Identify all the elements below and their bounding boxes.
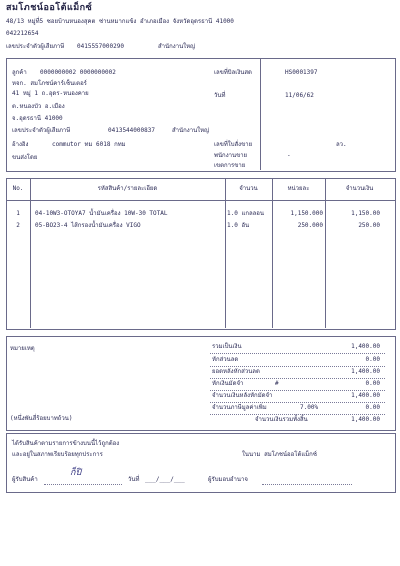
row-1-no: 1 bbox=[16, 210, 20, 217]
row-2-qty: 1.0 อัน bbox=[227, 222, 250, 229]
subtotal-label: รวมเป็นเงิน bbox=[212, 343, 242, 350]
shipping-label: ขนส่งโดย bbox=[12, 154, 38, 161]
row-1-amount: 1,150.00 bbox=[351, 210, 380, 217]
vat-rule bbox=[210, 414, 385, 415]
discount-value: 0.00 bbox=[365, 356, 380, 363]
customer-name: หจก. สมโภชน์คาร์เซ็นเตอร์ bbox=[12, 80, 87, 87]
receiver-label: ผู้รับสินค้า bbox=[12, 476, 38, 483]
customer-address-3: จ.อุดรธานี 41000 bbox=[12, 115, 63, 122]
header-amount: จำนวนเงิน bbox=[345, 185, 374, 192]
discount-rule bbox=[210, 366, 385, 367]
reference-label: อ้างอิง bbox=[12, 141, 29, 148]
authorized-label: ผู้รับมอบอำนาจ bbox=[208, 476, 248, 483]
col-divider bbox=[30, 178, 31, 328]
company-branch: สำนักงานใหญ่ bbox=[158, 43, 196, 50]
deposit-label: หักเงินมัดจำ bbox=[212, 380, 244, 387]
company-tax-label: เลขประจำตัวผู้เสียภาษี bbox=[6, 43, 65, 50]
customer-code-label: ลูกค้า bbox=[12, 69, 27, 76]
col-divider bbox=[325, 178, 326, 328]
after-deposit-value: 1,400.00 bbox=[351, 392, 380, 399]
header-price: หน่วยละ bbox=[287, 185, 310, 192]
company-signature-label: ในนาม สมโภชน์ออโต้แม็กซ์ bbox=[242, 451, 317, 458]
customer-tax-label: เลขประจำตัวผู้เสียภาษี bbox=[12, 127, 71, 134]
deposit-mark: # bbox=[275, 380, 279, 387]
doc-number: HS0001397 bbox=[285, 69, 318, 76]
company-phone: 042212654 bbox=[6, 30, 39, 37]
after-discount-label: ยอดหลังหักส่วนลด bbox=[212, 368, 260, 375]
customer-address-1: 41 หมู่ 1 ถ.อุดร-หนองคาย bbox=[12, 90, 89, 97]
after-discount-rule bbox=[210, 378, 385, 379]
amount-in-words: (หนึ่งพันสี่ร้อยบาทถ้วน) bbox=[10, 415, 73, 422]
vat-rate: 7.00% bbox=[300, 404, 319, 411]
after-discount-value: 1,400.00 bbox=[351, 368, 380, 375]
customer-tax-id: 0413544000837 bbox=[108, 127, 155, 134]
doc-number-label: เลขที่บิลเงินสด bbox=[214, 69, 252, 76]
header-qty: จำนวน bbox=[239, 185, 258, 192]
salesperson-label: พนักงานขาย bbox=[214, 152, 248, 159]
row-2-price: 250.000 bbox=[297, 222, 323, 229]
header-desc: รหัสสินค้า/รายละเอียด bbox=[97, 185, 158, 192]
receiver-date-blank: ___/___/___ bbox=[145, 476, 185, 483]
company-name: สมโภชน์ออโต้แม็กซ์ bbox=[6, 3, 93, 13]
receiver-signature: ก็ปิ bbox=[70, 468, 82, 478]
deposit-rule bbox=[210, 390, 385, 391]
row-2-amount: 250.00 bbox=[358, 222, 380, 229]
subtotal-value: 1,400.00 bbox=[351, 343, 380, 350]
sales-area-label: เขตการขาย bbox=[214, 162, 246, 169]
items-header-divider bbox=[6, 200, 395, 201]
authorized-signature-line bbox=[262, 484, 352, 485]
vat-value: 0.00 bbox=[365, 404, 380, 411]
row-1-qty: 1.0 แกลลอน bbox=[227, 210, 265, 217]
reference-value: commutor ทม 6018 กทม bbox=[52, 141, 126, 148]
grand-total-value: 1,400.00 bbox=[351, 416, 380, 423]
receiver-date-label: วันที่ bbox=[128, 476, 140, 483]
after-deposit-rule bbox=[210, 402, 385, 403]
col-divider bbox=[225, 178, 226, 328]
footer-note-1: ได้รับสินค้าตามรายการข้างบนนี้ไว้ถูกต้อง bbox=[12, 440, 120, 447]
col-divider bbox=[272, 178, 273, 328]
footer-note-2: และอยู่ในสภาพเรียบร้อยทุกประการ bbox=[12, 451, 103, 458]
deposit-value: 0.00 bbox=[365, 380, 380, 387]
row-2-desc: 05-BO23-4 ไส้กรองน้ำมันเครื่อง VIGO bbox=[35, 222, 141, 229]
header-no: No. bbox=[12, 185, 24, 192]
subtotal-rule bbox=[210, 353, 385, 354]
doc-date: 11/06/62 bbox=[285, 92, 314, 99]
remark-label: หมายเหตุ bbox=[10, 345, 35, 352]
order-ref-date-label: ลว. bbox=[336, 141, 347, 148]
row-1-price: 1,150.000 bbox=[290, 210, 323, 217]
after-deposit-label: จำนวนเงินหลังหักมัดจำ bbox=[212, 392, 273, 399]
customer-branch: สำนักงานใหญ่ bbox=[172, 127, 210, 134]
salesperson-value: - bbox=[287, 152, 291, 159]
order-ref-label: เลขที่ใบสั่งขาย bbox=[214, 141, 253, 148]
vat-label: จำนวนภาษีมูลค่าเพิ่ม bbox=[212, 404, 267, 411]
doc-date-label: วันที่ bbox=[214, 92, 226, 99]
row-1-desc: 04-10W3-OTOYA7 น้ำมันเครื่อง 10W-30 TOTAL bbox=[35, 210, 168, 217]
receiver-signature-line bbox=[44, 484, 122, 485]
grand-total-label: จำนวนเงินรวมทั้งสิ้น bbox=[255, 416, 308, 423]
customer-code: 0000000002 0000000002 bbox=[40, 69, 116, 76]
company-tax-id: 0415557000290 bbox=[77, 43, 124, 50]
company-address: 48/13 หมู่ที่5 ซอยบ้านหนองสุคต ซ่านหมากแข้ง อำเภอเมือง จังหวัดอุดรธานี 41000 bbox=[6, 18, 234, 25]
row-2-no: 2 bbox=[16, 222, 20, 229]
customer-box-divider bbox=[260, 58, 261, 170]
discount-label: หักส่วนลด bbox=[212, 356, 239, 363]
customer-address-2: ต.หนองบัว อ.เมือง bbox=[12, 103, 65, 110]
